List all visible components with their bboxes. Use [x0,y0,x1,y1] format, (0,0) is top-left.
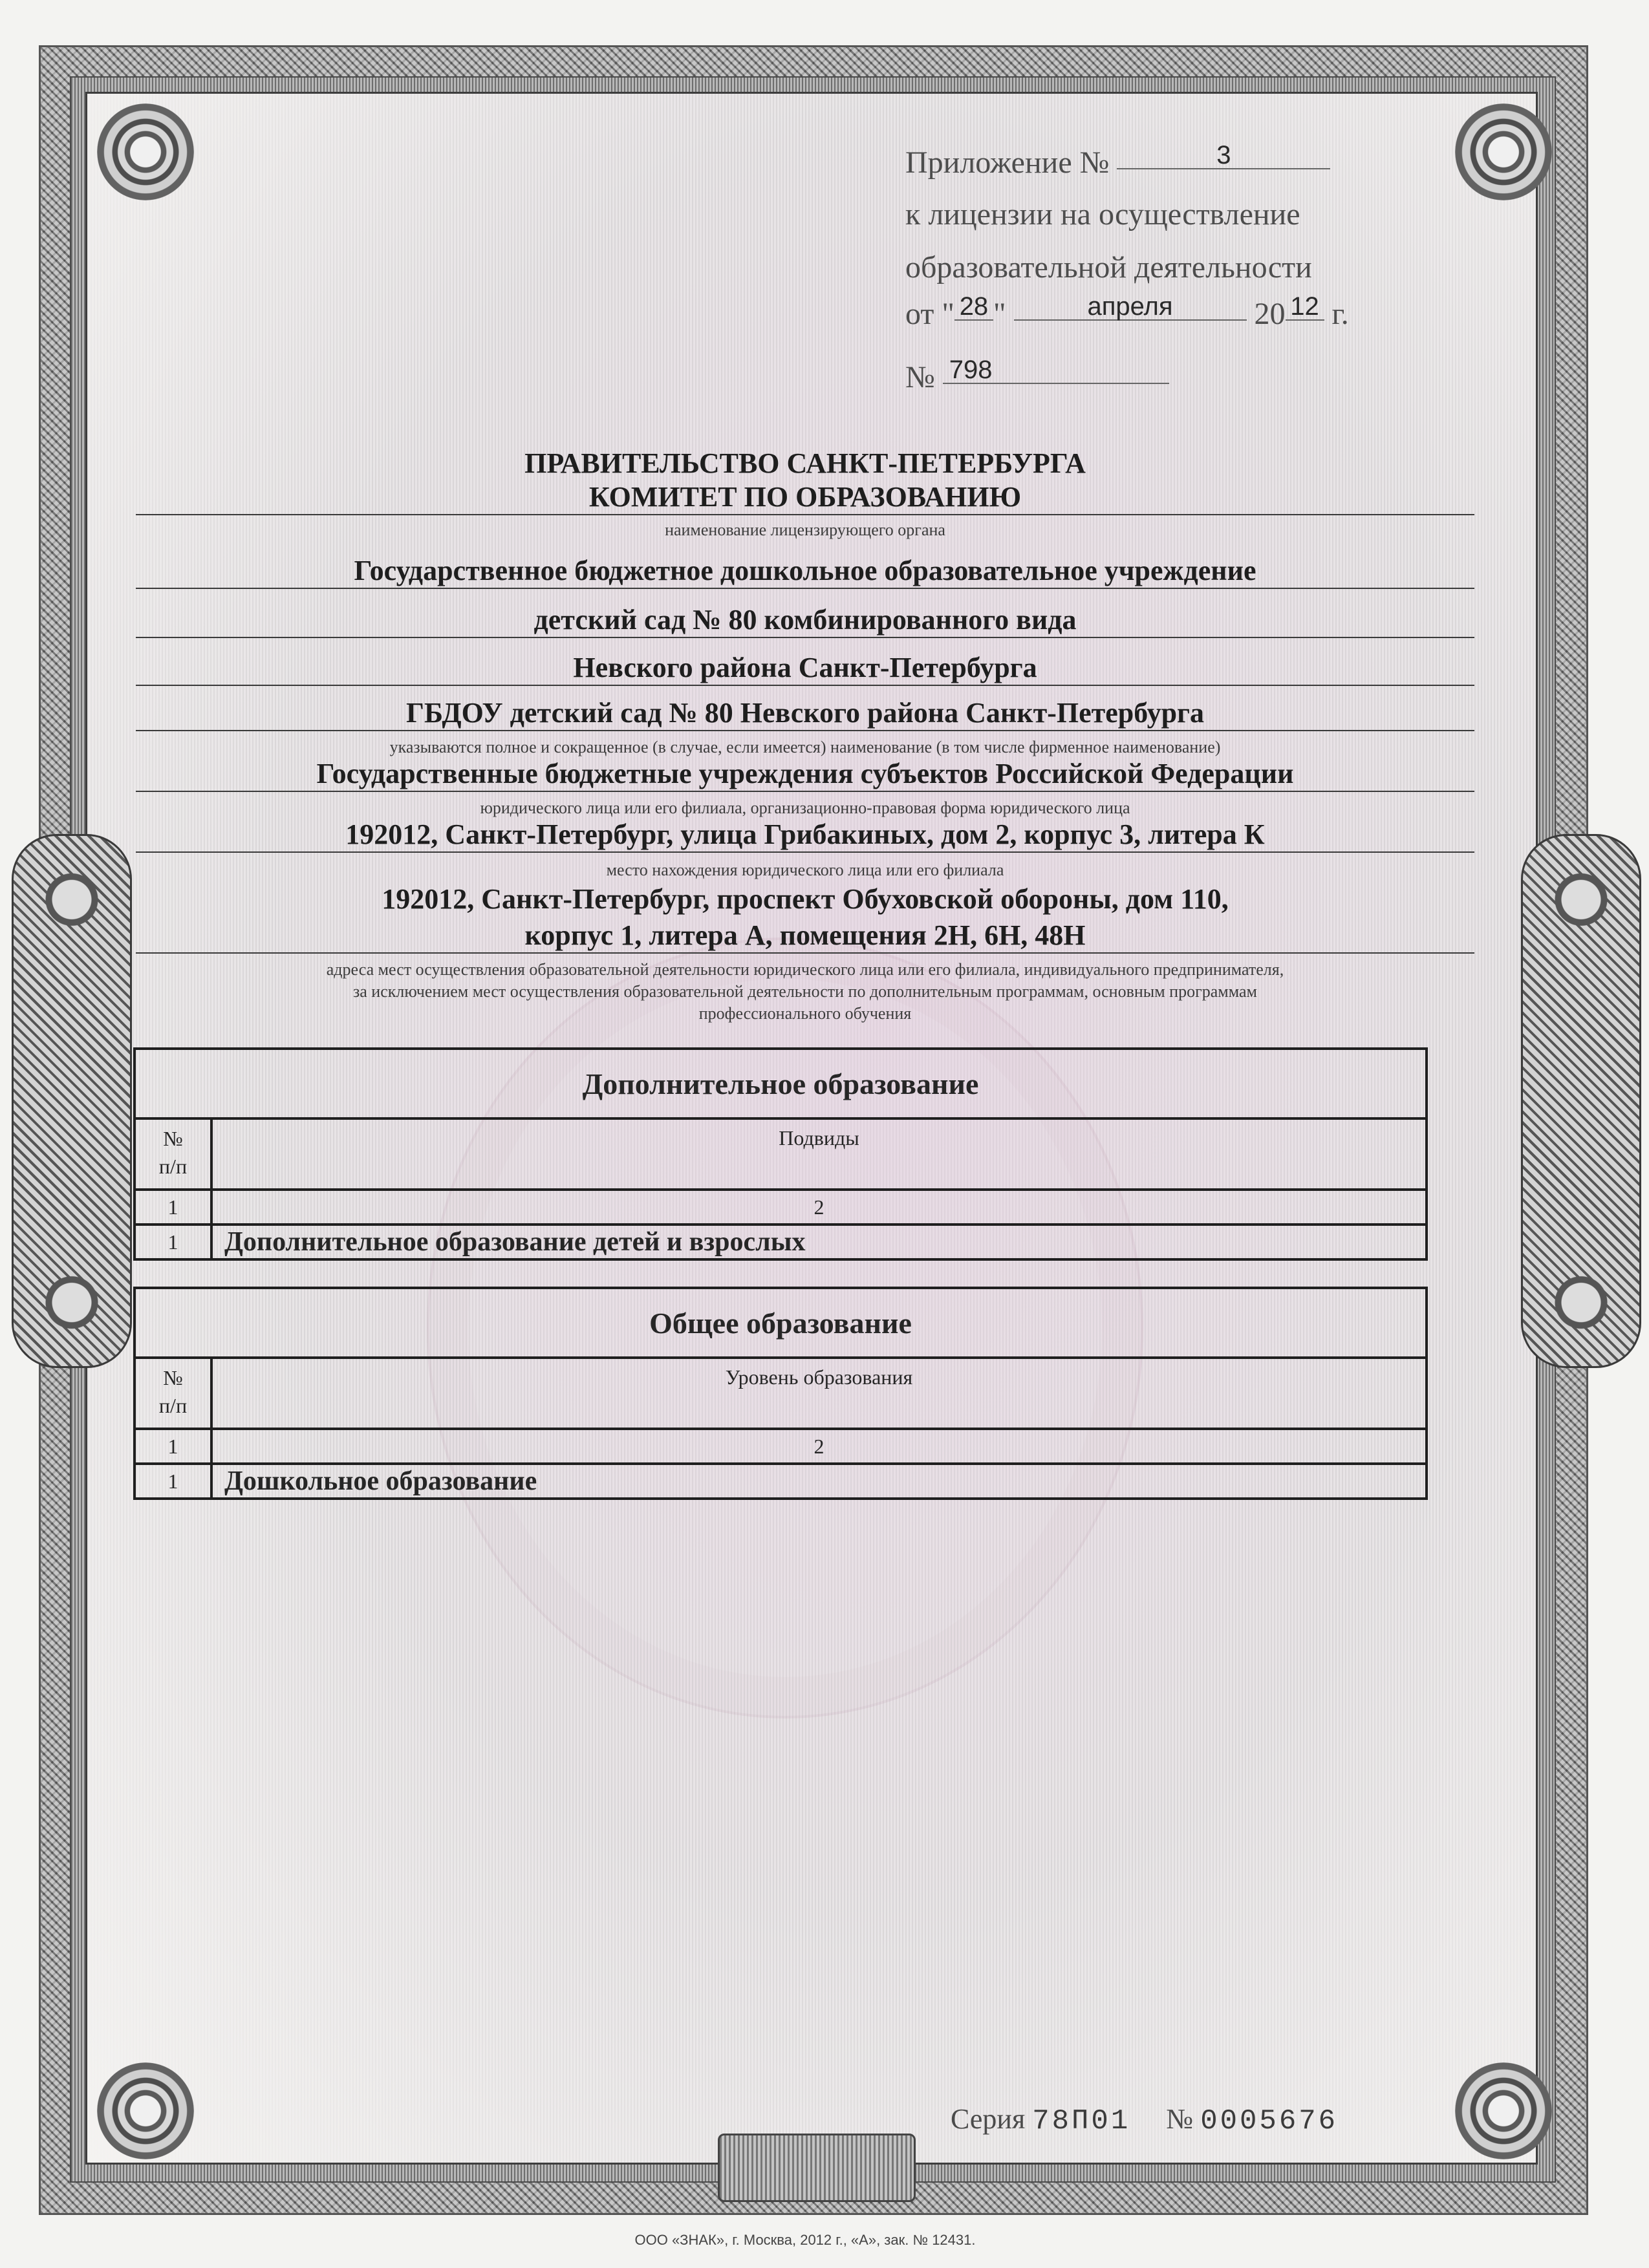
appendix-number: 3 [1117,142,1330,169]
org-full-name-2: детский сад № 80 комбинированного вида [136,604,1474,638]
org-legal-form: Государственные бюджетные учреждения субъектов Российской Федерации [136,758,1474,792]
org-full-name-1: Государственное бюджетное дошкольное образовательное учреждение [136,555,1474,589]
column-index: 1 [135,1429,211,1464]
authority-line-1: ПРАВИТЕЛЬСТВО САНКТ-ПЕТЕРБУРГА [524,447,1086,479]
corner-rosette-ornament [97,2062,194,2159]
level-column-header: Уровень образования [211,1358,1427,1429]
org-activity-caption-3: профессионального обучения [698,1004,912,1023]
table-title: Общее образование [135,1288,1427,1358]
row-number: 1 [135,1225,211,1259]
org-activity-caption-2: за исключением мест осуществления образовательной деятельности по дополнительным программам, основным программам [352,982,1258,1001]
column-index: 1 [135,1190,211,1225]
general-education-table [133,1287,1428,1500]
appendix-line-2: к лицензии на осуществление [905,197,1300,231]
series-label: Серия [951,2103,1026,2135]
date-year-prefix: 20 [1254,297,1286,331]
org-activity-address-2: корпус 1, литера А, помещения 2Н, 6Н, 48Н [136,919,1474,954]
appendix-label: Приложение № [905,145,1110,180]
num-column-header: № п/п [135,1118,211,1190]
appendix-title [905,141,1371,180]
additional-education-table [133,1047,1428,1261]
appendix-line-3: образовательной деятельности [905,250,1312,284]
corner-rosette-ornament [1455,103,1552,200]
license-number-label: № [905,360,935,394]
printer-imprint: ООО «ЗНАК», г. Москва, 2012 г., «А», зак. № 12431. [634,2232,976,2248]
table-row [135,1225,1427,1259]
table-row [135,1464,1427,1499]
date-month: апреля [1014,294,1247,321]
date-from-label: от [905,297,934,331]
form-number: 0005676 [1200,2105,1339,2137]
column-index: 2 [211,1190,1427,1225]
org-activity-address-1: 192012, Санкт-Петербург, проспект Обуховской обороны, дом 110, [382,883,1229,915]
num-column-header: № п/п [135,1358,211,1429]
date-year-unit: г. [1331,297,1349,331]
org-full-name-3: Невского района Санкт-Петербурга [136,652,1474,686]
date-day: 28 [954,294,993,321]
row-number: 1 [135,1464,211,1499]
subtypes-column-header: Подвиды [211,1118,1427,1190]
form-series [951,2102,1338,2137]
org-address-caption: место нахождения юридического лица или его филиала [606,861,1004,879]
series-value: 78П01 [1032,2105,1131,2137]
side-knot-ornament [12,834,132,1368]
table-title: Дополнительное образование [135,1049,1427,1118]
authority-caption: наименование лицензирующего органа [665,520,945,539]
appendix-date: от " 28 " апреля 20 12 г. [905,292,1349,331]
org-activity-caption-1: адреса мест осуществления образовательной деятельности юридического лица или его филиала, индивидуального предпринимателя, [326,960,1284,979]
license-number: 798 [943,357,1169,384]
org-address: 192012, Санкт-Петербург, улица Грибакиных, дом 2, корпус 3, литера К [136,818,1474,853]
license-number-row [905,356,1371,394]
bottom-ornament [718,2134,916,2202]
row-value: Дополнительное образование детей и взрослых [211,1225,1427,1259]
side-knot-ornament [1521,834,1641,1368]
row-value: Дошкольное образование [211,1464,1427,1499]
corner-rosette-ornament [97,103,194,200]
date-year-suffix: 12 [1286,294,1324,321]
corner-rosette-ornament [1455,2062,1552,2159]
form-number-label: № [1166,2103,1194,2135]
column-index: 2 [211,1429,1427,1464]
org-short-name: ГБДОУ детский сад № 80 Невского района Санкт-Петербурга [136,697,1474,731]
org-name-caption: указываются полное и сокращенное (в случае, если имеется) наименование (в том числе фирменное наименование) [389,738,1221,756]
authority-line-2: КОМИТЕТ ПО ОБРАЗОВАНИЮ [136,481,1474,515]
org-legal-form-caption: юридического лица или его филиала, организационно-правовая форма юридического лица [480,798,1130,817]
